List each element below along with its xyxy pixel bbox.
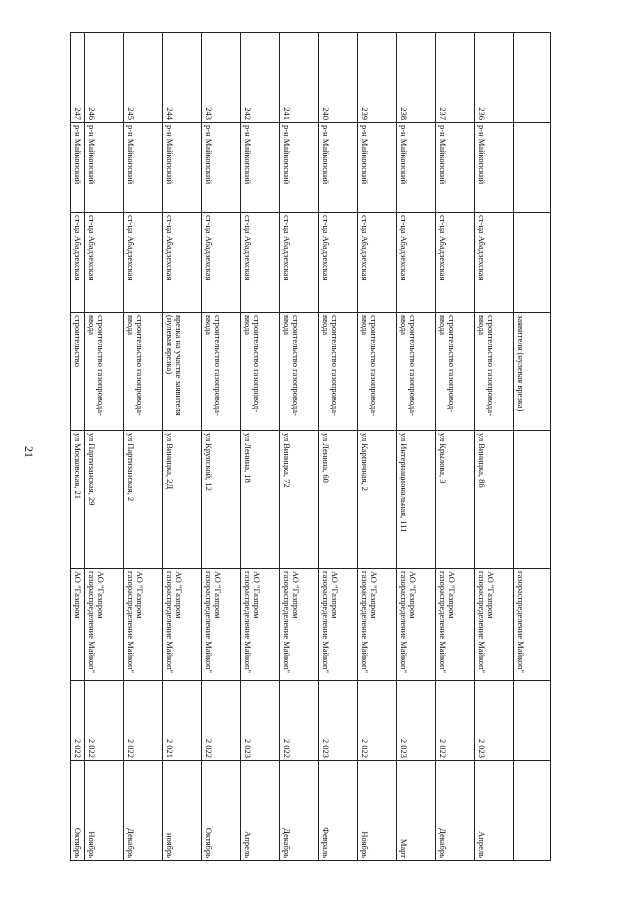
table-row (241, 33, 280, 861)
cell-address: ул Виницка, 2Д (163, 431, 202, 569)
cell-month: Декабрь (280, 761, 319, 861)
cell-district: р-н Майкопский (475, 123, 514, 213)
table-row (436, 33, 475, 861)
cell-month: ноябрь (163, 761, 202, 861)
cell-year: 2 021 (163, 681, 202, 761)
cell-work: строительство газопровода-ввода (319, 313, 358, 431)
cell-customer: АО "Газпром газораспределение Майкоп" (358, 569, 397, 681)
cell-year (514, 681, 551, 761)
cell-customer: АО "Газпром газораспределение Майкоп" (280, 569, 319, 681)
cell-address: ул Интернациональная, 111 (397, 431, 436, 569)
table-row (85, 33, 124, 861)
cell-work: строительство газопровод-ввода (241, 313, 280, 431)
cell-year: 2 023 (319, 681, 358, 761)
cell-address: ул Виницка, 86 (475, 431, 514, 569)
cell-customer: АО "Газпром газораспределение Майкоп" (436, 569, 475, 681)
cell-address: ул Ленина, 18 (241, 431, 280, 569)
cell-settlement: ст-ца Абадзехская (397, 213, 436, 313)
cell-district: р-н Майкопский (241, 123, 280, 213)
cell-work: строительство газопровода-ввода (202, 313, 241, 431)
table-row (358, 33, 397, 861)
cell-district (514, 123, 551, 213)
cell-district: р-н Майкопский (319, 123, 358, 213)
cell-year: 2 022 (358, 681, 397, 761)
cell-work: строительство газопровод-ввода (436, 313, 475, 431)
cell-address: ул Ленина, 60 (319, 431, 358, 569)
cell-year: 2 022 (202, 681, 241, 761)
cell-month (514, 761, 551, 861)
cell-customer: АО "Газпром газораспределение Майкоп" (202, 569, 241, 681)
cell-settlement: ст-ца Абадзехская (124, 213, 163, 313)
table-row (163, 33, 202, 861)
table-row (319, 33, 358, 861)
table-row (71, 33, 85, 861)
cell-settlement: ст-ца Абадзехская (280, 213, 319, 313)
cell-settlement: ст-ца Абадзехская (85, 213, 124, 313)
cell-customer: АО "Газпром газораспределение Майкоп" (241, 569, 280, 681)
cell-num: 239 (358, 33, 397, 123)
cell-year: 2 023 (241, 681, 280, 761)
cell-work: строительство газопровода-ввода (397, 313, 436, 431)
cell-month: Ноябрь (358, 761, 397, 861)
cell-num (514, 33, 551, 123)
rotated-page (72, 32, 551, 860)
cell-month: Ноябрь (85, 761, 124, 861)
cell-month: Декабрь (436, 761, 475, 861)
cell-year: 2 022 (85, 681, 124, 761)
cell-work: строительство газопровода-ввода (124, 313, 163, 431)
cell-district: р-н Майкопский (436, 123, 475, 213)
cell-customer: АО "Газпром газораспределение Майкоп" (124, 569, 163, 681)
cell-work: заявителя (нулевая врезка) (514, 313, 551, 431)
cell-district: р-н Майкопский (71, 123, 85, 213)
cell-settlement: ст-ца Абадзехская (436, 213, 475, 313)
cell-address (514, 431, 551, 569)
cell-num: 243 (202, 33, 241, 123)
cell-address: ул Партизанская, 2 (124, 431, 163, 569)
cell-settlement (514, 213, 551, 313)
cell-month: Февраль (319, 761, 358, 861)
cell-num: 247 (71, 33, 85, 123)
cell-district: р-н Майкопский (85, 123, 124, 213)
cell-address: ул Московская, 21 (71, 431, 85, 569)
cell-customer: АО "Газпром газораспределение Майкоп" (85, 569, 124, 681)
cell-address: ул Крылова, 3 (436, 431, 475, 569)
cell-num: 241 (280, 33, 319, 123)
cell-work: строительство (71, 313, 85, 431)
table-row (202, 33, 241, 861)
cell-month: Октябрь (202, 761, 241, 861)
cell-num: 245 (124, 33, 163, 123)
cell-customer: АО "Газпром газораспределение Майкоп" (397, 569, 436, 681)
cell-work: строительство газопровода-ввода (358, 313, 397, 431)
cell-customer: газораспределение Майкоп" (514, 569, 551, 681)
cell-district: р-н Майкопский (280, 123, 319, 213)
cell-work: строительство газопровода-ввода (280, 313, 319, 431)
cell-year: 2 023 (475, 681, 514, 761)
cell-month: Март (397, 761, 436, 861)
cell-month: Апрель (241, 761, 280, 861)
cell-num: 236 (475, 33, 514, 123)
cell-customer: АО "Газпром газораспределение Майкоп" (163, 569, 202, 681)
cell-num: 246 (85, 33, 124, 123)
table-row (397, 33, 436, 861)
cell-address: ул Виницка, 72 (280, 431, 319, 569)
table-row (280, 33, 319, 861)
cell-customer: АО "Газпром газораспределение Майкоп" (475, 569, 514, 681)
cell-settlement: ст-ца Абадзехская (319, 213, 358, 313)
cell-num: 244 (163, 33, 202, 123)
cell-district: р-н Майкопский (124, 123, 163, 213)
cell-address: ул Карпичная, 2 (358, 431, 397, 569)
cell-num: 238 (397, 33, 436, 123)
cell-num: 242 (241, 33, 280, 123)
cell-month: Декабрь (124, 761, 163, 861)
cell-address: ул Партизанская, 29 (85, 431, 124, 569)
cell-district: р-н Майкопский (397, 123, 436, 213)
table-body (71, 33, 551, 861)
gas-connection-table (70, 32, 551, 861)
cell-work: врезка на участке заявителя (нулевая врезка) (163, 313, 202, 431)
cell-year: 2 022 (124, 681, 163, 761)
cell-customer: АО "Газпром газораспределение Майкоп" (319, 569, 358, 681)
cell-work: строительство газопровода-ввода (475, 313, 514, 431)
table-row (475, 33, 514, 861)
cell-year: 2 023 (397, 681, 436, 761)
cell-num: 237 (436, 33, 475, 123)
cell-month: Апрель (475, 761, 514, 861)
cell-settlement: ст-ца Абадзехская (241, 213, 280, 313)
table-viewport (72, 32, 551, 860)
table-row-continuation (514, 33, 551, 861)
cell-settlement: ст-ца Абадзехская (163, 213, 202, 313)
cell-customer: АО "Газпром (71, 569, 85, 681)
cell-year: 2 022 (436, 681, 475, 761)
cell-work: строительство газопровода-ввода (85, 313, 124, 431)
cell-district: р-н Майкопский (358, 123, 397, 213)
cell-year: 2 022 (71, 681, 85, 761)
cell-settlement: ст-ца Абадзехская (202, 213, 241, 313)
cell-month: Октябрь (71, 761, 85, 861)
cell-address: ул Крупской, 12 (202, 431, 241, 569)
cell-year: 2 022 (280, 681, 319, 761)
cell-settlement: ст-ца Абадзехская (475, 213, 514, 313)
cell-settlement: ст-ца Абадзехская (71, 213, 85, 313)
cell-num: 240 (319, 33, 358, 123)
page-number: 21 (22, 446, 36, 458)
cell-settlement: ст-ца Абадзехская (358, 213, 397, 313)
cell-district: р-н Майкопский (202, 123, 241, 213)
table-row (124, 33, 163, 861)
cell-district: р-н Майкопский (163, 123, 202, 213)
